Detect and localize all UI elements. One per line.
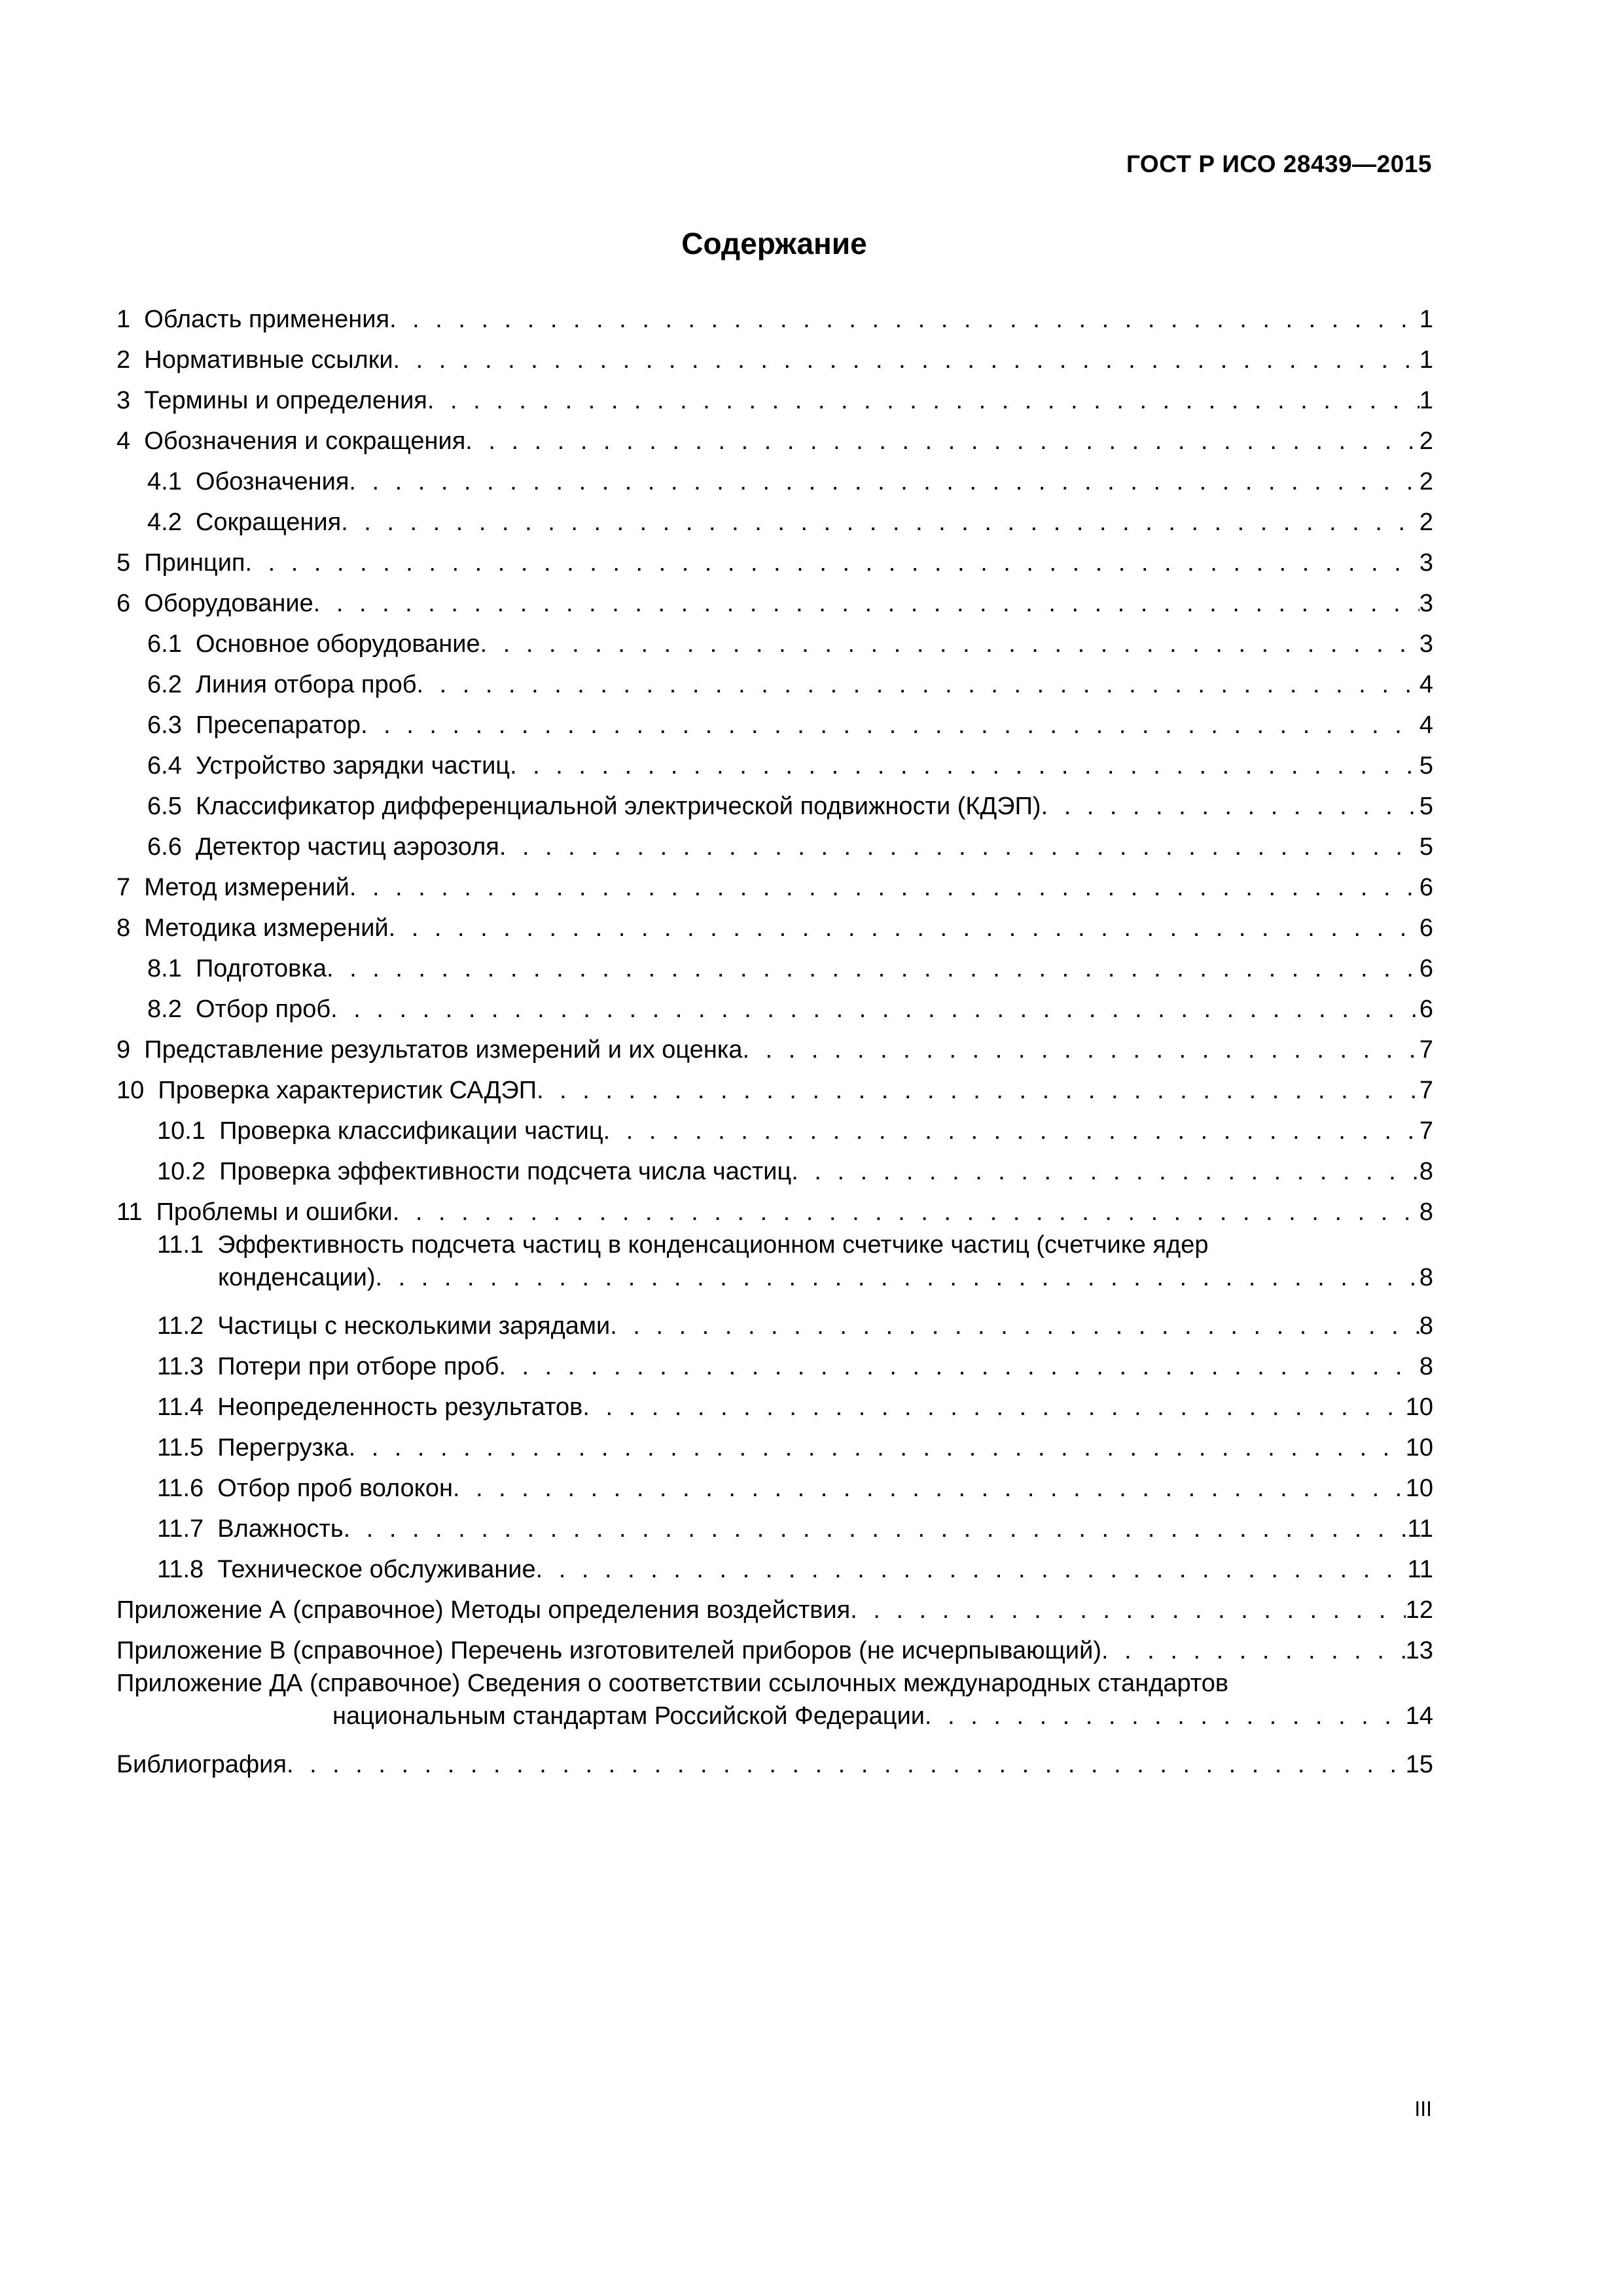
toc-page-number: 1 (1419, 387, 1433, 414)
toc-entry[interactable] (116, 539, 1433, 579)
toc-entry-number: 4 (116, 427, 131, 455)
toc-page-number: 8 (1419, 1353, 1433, 1380)
leader-dots (349, 1431, 1406, 1464)
toc-entry[interactable] (116, 1147, 1433, 1188)
toc-entry-number: 6.1 (147, 630, 182, 658)
toc-entry-number: 11.6 (157, 1475, 204, 1502)
toc-entry-text (157, 1350, 499, 1383)
toc-entry-text (157, 1391, 582, 1424)
toc-entry-text (157, 1472, 453, 1505)
toc-entry-number: 1 (116, 306, 131, 333)
toc-entry[interactable] (116, 1424, 1433, 1464)
leader-dots (344, 1513, 1408, 1545)
toc-entry[interactable] (116, 1464, 1433, 1505)
leader-dots (427, 384, 1419, 417)
leader-dots (582, 1391, 1405, 1424)
toc-entry-title: Подготовка (195, 955, 327, 982)
toc-entry-number: 10.1 (157, 1117, 205, 1145)
leader-dots (453, 1472, 1406, 1505)
toc-page-number: 8 (1419, 1312, 1433, 1340)
toc-entry-title: Библиография (116, 1751, 287, 1778)
toc-page-number: 11 (1407, 1556, 1433, 1583)
toc-entry-number: 11.7 (157, 1515, 204, 1543)
toc-page-number: 10 (1405, 1393, 1433, 1421)
toc-page-number: 10 (1405, 1434, 1433, 1462)
toc-entry-title: Проверка характеристик САДЭП (158, 1077, 537, 1104)
toc-entry[interactable] (116, 823, 1433, 863)
toc-entry-number: 8 (116, 914, 131, 942)
leader-dots (245, 547, 1419, 579)
toc-page-number: 5 (1419, 752, 1433, 780)
toc-entry[interactable] (116, 498, 1433, 539)
toc-entry[interactable] (116, 1667, 1433, 1700)
toc-page-number: 2 (1419, 427, 1433, 455)
toc-page-number: 5 (1419, 793, 1433, 820)
toc-entry[interactable] (116, 1026, 1433, 1066)
toc-entry-text (116, 303, 389, 336)
toc-page-number: 8 (1419, 1198, 1433, 1226)
toc-entry-text (147, 993, 330, 1026)
toc-entry-title: Детектор частиц аэрозоля (195, 833, 499, 861)
toc-entry-number: 11.3 (157, 1353, 204, 1380)
toc-entry[interactable] (116, 1066, 1433, 1107)
toc-entry-title: Основное оборудование (195, 630, 480, 658)
leader-dots (349, 871, 1419, 904)
toc-entry-text (157, 1310, 610, 1342)
toc-page-number: 3 (1419, 630, 1433, 658)
leader-dots (1101, 1634, 1406, 1667)
toc-entry-number: 10.2 (157, 1158, 205, 1185)
toc-entry-text (116, 1667, 1228, 1700)
toc-entry[interactable] (116, 1740, 1433, 1781)
toc-page-number: 11 (1407, 1515, 1433, 1543)
toc-page-number: 7 (1419, 1117, 1433, 1145)
toc-entry[interactable] (116, 1229, 1433, 1261)
toc-entry-title: Приложение ДА (справочное) Сведения о соответствии ссылочных международных стандартов (116, 1670, 1229, 1697)
toc-entry[interactable] (116, 742, 1433, 782)
toc-entry-text (147, 465, 349, 498)
toc-page-number: 6 (1419, 996, 1433, 1023)
toc-title: Содержание (681, 226, 867, 260)
toc-entry-number: 8.2 (147, 996, 182, 1023)
toc-entry-number: 11.5 (157, 1434, 204, 1462)
leader-dots (361, 709, 1419, 742)
toc-entry-number: 6.4 (147, 752, 182, 780)
toc-entry[interactable] (116, 1383, 1433, 1424)
toc-entry-title: Линия отбора проб (195, 671, 417, 698)
toc-page-number: 15 (1405, 1751, 1433, 1778)
toc-entry-title: Обозначения (195, 468, 349, 495)
toc-entry[interactable] (116, 904, 1433, 944)
toc-page-number: 8 (1419, 1264, 1433, 1291)
toc-page-number: 3 (1419, 590, 1433, 617)
toc-entry-title: Сокращения (195, 509, 342, 536)
toc-page-number: 5 (1419, 833, 1433, 861)
toc-entry[interactable] (116, 336, 1433, 376)
toc-entry-text (116, 1594, 850, 1626)
toc-entry-title: Классификатор дифференциальной электрической подвижности (КДЭП) (195, 793, 1041, 820)
toc-entry-number: 11.1 (157, 1231, 204, 1259)
toc-entry-title: Проблемы и ошибки (156, 1198, 393, 1226)
toc-entry-title: Проверка классификации частиц (219, 1117, 603, 1145)
toc-entry-title: Пресепаратор (195, 711, 361, 739)
leader-dots (341, 506, 1419, 539)
leader-dots (393, 1196, 1419, 1229)
toc-entry-number: 7 (116, 874, 131, 901)
toc-entry-number: 11.4 (157, 1393, 204, 1421)
table-of-contents (116, 295, 1433, 1781)
toc-entry-text (147, 952, 327, 985)
toc-entry-number: 10 (116, 1077, 145, 1104)
toc-entry[interactable] (116, 863, 1433, 904)
toc-entry-title: Приложение А (справочное) Методы определения воздействия (116, 1596, 851, 1624)
leader-dots (536, 1553, 1408, 1586)
toc-page-number: 2 (1419, 468, 1433, 495)
document-header: ГОСТ Р ИСО 28439—2015 (1126, 151, 1432, 177)
toc-entry-text (157, 1155, 791, 1188)
toc-entry-text (116, 1033, 742, 1066)
toc-entry-title: Потери при отборе проб (217, 1353, 499, 1380)
leader-dots (791, 1155, 1419, 1188)
toc-entry[interactable] (116, 457, 1433, 498)
leader-dots (610, 1310, 1419, 1342)
toc-entry-text (157, 1115, 603, 1147)
leader-dots (499, 1350, 1419, 1383)
toc-entry-number: 5 (116, 549, 131, 577)
toc-entry-number: 2 (116, 346, 131, 374)
toc-entry-title: Проверка эффективности подсчета числа частиц (219, 1158, 792, 1185)
toc-entry-title: Представление результатов измерений и их оценка (144, 1036, 743, 1064)
leader-dots (417, 668, 1419, 701)
toc-entry-number: 11 (116, 1198, 143, 1226)
toc-entry-text (157, 1229, 1208, 1261)
toc-entry-title: Обозначения и сокращения (144, 427, 466, 455)
leader-dots (603, 1115, 1419, 1147)
toc-entry[interactable] (116, 660, 1433, 701)
toc-entry[interactable] (116, 1545, 1433, 1586)
toc-entry[interactable] (116, 1188, 1433, 1229)
toc-entry-text (116, 1196, 393, 1229)
leader-dots (287, 1748, 1406, 1781)
toc-entry-text (116, 344, 393, 376)
toc-entry-title: Отбор проб (195, 996, 331, 1023)
toc-entry-title: Устройство зарядки частиц (195, 752, 510, 780)
toc-entry-title-continued: национальным стандартам Российской Федерации (332, 1702, 925, 1730)
toc-entry[interactable] (116, 1586, 1433, 1626)
toc-page-number: 4 (1419, 671, 1433, 698)
leader-dots (499, 831, 1419, 863)
toc-entry[interactable] (116, 1107, 1433, 1147)
toc-entry[interactable] (116, 1342, 1433, 1383)
toc-entry-text (147, 506, 341, 539)
toc-entry-text (147, 790, 1041, 823)
toc-entry[interactable] (116, 782, 1433, 823)
toc-entry-title: Методика измерений (144, 914, 389, 942)
toc-entry-text (147, 831, 499, 863)
page-number: III (1414, 2097, 1432, 2121)
leader-dots (393, 344, 1419, 376)
toc-entry-number: 6.3 (147, 711, 182, 739)
toc-entry[interactable] (116, 295, 1433, 336)
toc-entry-number: 4.1 (147, 468, 182, 495)
toc-page-number: 1 (1419, 346, 1433, 374)
toc-entry-title: Влажность (217, 1515, 344, 1543)
toc-entry-title: Приложение В (справочное) Перечень изготовителей приборов (не исчерпывающий) (116, 1637, 1102, 1664)
toc-page-number: 8 (1419, 1158, 1433, 1185)
toc-entry-number: 4.2 (147, 509, 182, 536)
toc-page-number: 7 (1419, 1077, 1433, 1104)
toc-page-number: 12 (1405, 1596, 1433, 1624)
toc-entry-text (157, 1513, 344, 1545)
toc-entry-title: Частицы с несколькими зарядами (217, 1312, 611, 1340)
toc-entry-number: 8.1 (147, 955, 182, 982)
toc-entry[interactable] (116, 985, 1433, 1026)
toc-page-number: 7 (1419, 1036, 1433, 1064)
toc-entry-number: 6.5 (147, 793, 182, 820)
toc-entry-title: Неопределенность результатов (217, 1393, 583, 1421)
toc-entry-text (116, 912, 389, 944)
toc-entry-text (116, 587, 313, 620)
toc-entry-title: Оборудование (144, 590, 313, 617)
toc-entry[interactable] (116, 1626, 1433, 1667)
toc-entry[interactable] (116, 376, 1433, 417)
leader-dots (313, 587, 1419, 620)
leader-dots (510, 749, 1419, 782)
leader-dots (389, 303, 1419, 336)
toc-entry[interactable] (116, 1505, 1433, 1545)
leader-dots (850, 1594, 1405, 1626)
toc-entry-title: Термины и определения (144, 387, 427, 414)
leader-dots (349, 465, 1419, 498)
toc-entry-number: 6.2 (147, 671, 182, 698)
leader-dots (480, 628, 1419, 660)
toc-entry-title: Перегрузка (217, 1434, 349, 1462)
toc-entry-text (116, 1634, 1101, 1667)
toc-entry-continuation[interactable] (116, 1700, 1433, 1732)
toc-entry[interactable] (116, 579, 1433, 620)
toc-page-number: 2 (1419, 509, 1433, 536)
toc-entry-title: Эффективность подсчета частиц в конденсационном счетчике частиц (счетчике ядер (217, 1231, 1209, 1259)
toc-entry[interactable] (116, 944, 1433, 985)
toc-page-number: 6 (1419, 874, 1433, 901)
leader-dots (742, 1033, 1419, 1066)
leader-dots (327, 952, 1419, 985)
toc-entry-title: Принцип (144, 549, 245, 577)
toc-entry-text (157, 1553, 536, 1586)
toc-entry-text (116, 871, 349, 904)
toc-entry-text (116, 1074, 537, 1107)
toc-entry-number: 11.8 (157, 1556, 204, 1583)
toc-page-number: 4 (1419, 711, 1433, 739)
toc-page-number: 1 (1419, 306, 1433, 333)
toc-page-number: 6 (1419, 914, 1433, 942)
toc-entry-text (116, 425, 465, 457)
leader-dots (537, 1074, 1419, 1107)
toc-entry[interactable] (116, 701, 1433, 742)
toc-entry-title: Область применения (144, 306, 390, 333)
toc-entry-number: 3 (116, 387, 131, 414)
toc-entry-text (147, 749, 510, 782)
toc-entry[interactable] (116, 417, 1433, 457)
toc-entry-title: Техническое обслуживание (217, 1556, 536, 1583)
toc-entry-text (116, 547, 245, 579)
toc-entry-text (147, 709, 361, 742)
toc-entry-title-continued: конденсации) (218, 1264, 376, 1291)
toc-entry[interactable] (116, 620, 1433, 660)
leader-dots (1041, 790, 1419, 823)
leader-dots (330, 993, 1419, 1026)
toc-entry-text (147, 628, 480, 660)
toc-entry-title: Нормативные ссылки (144, 346, 393, 374)
leader-dots (375, 1261, 1419, 1294)
leader-dots (389, 912, 1419, 944)
toc-entry-title: Отбор проб волокон (217, 1475, 453, 1502)
toc-entry-continuation[interactable] (116, 1261, 1433, 1294)
leader-dots (465, 425, 1419, 457)
toc-entry-number: 11.2 (157, 1312, 204, 1340)
toc-entry-number: 9 (116, 1036, 131, 1064)
toc-page-number: 3 (1419, 549, 1433, 577)
toc-entry[interactable] (116, 1302, 1433, 1342)
toc-page-number: 13 (1405, 1637, 1433, 1664)
toc-entry-text (157, 1431, 349, 1464)
leader-dots (925, 1700, 1406, 1732)
toc-entry-text (116, 384, 427, 417)
toc-entry-title: Метод измерений (144, 874, 349, 901)
toc-entry-number: 6 (116, 590, 131, 617)
toc-entry-text (147, 668, 417, 701)
toc-page-number: 6 (1419, 955, 1433, 982)
toc-entry-text (116, 1748, 287, 1781)
toc-entry-number: 6.6 (147, 833, 182, 861)
toc-page-number: 10 (1405, 1475, 1433, 1502)
toc-page-number: 14 (1405, 1702, 1433, 1730)
